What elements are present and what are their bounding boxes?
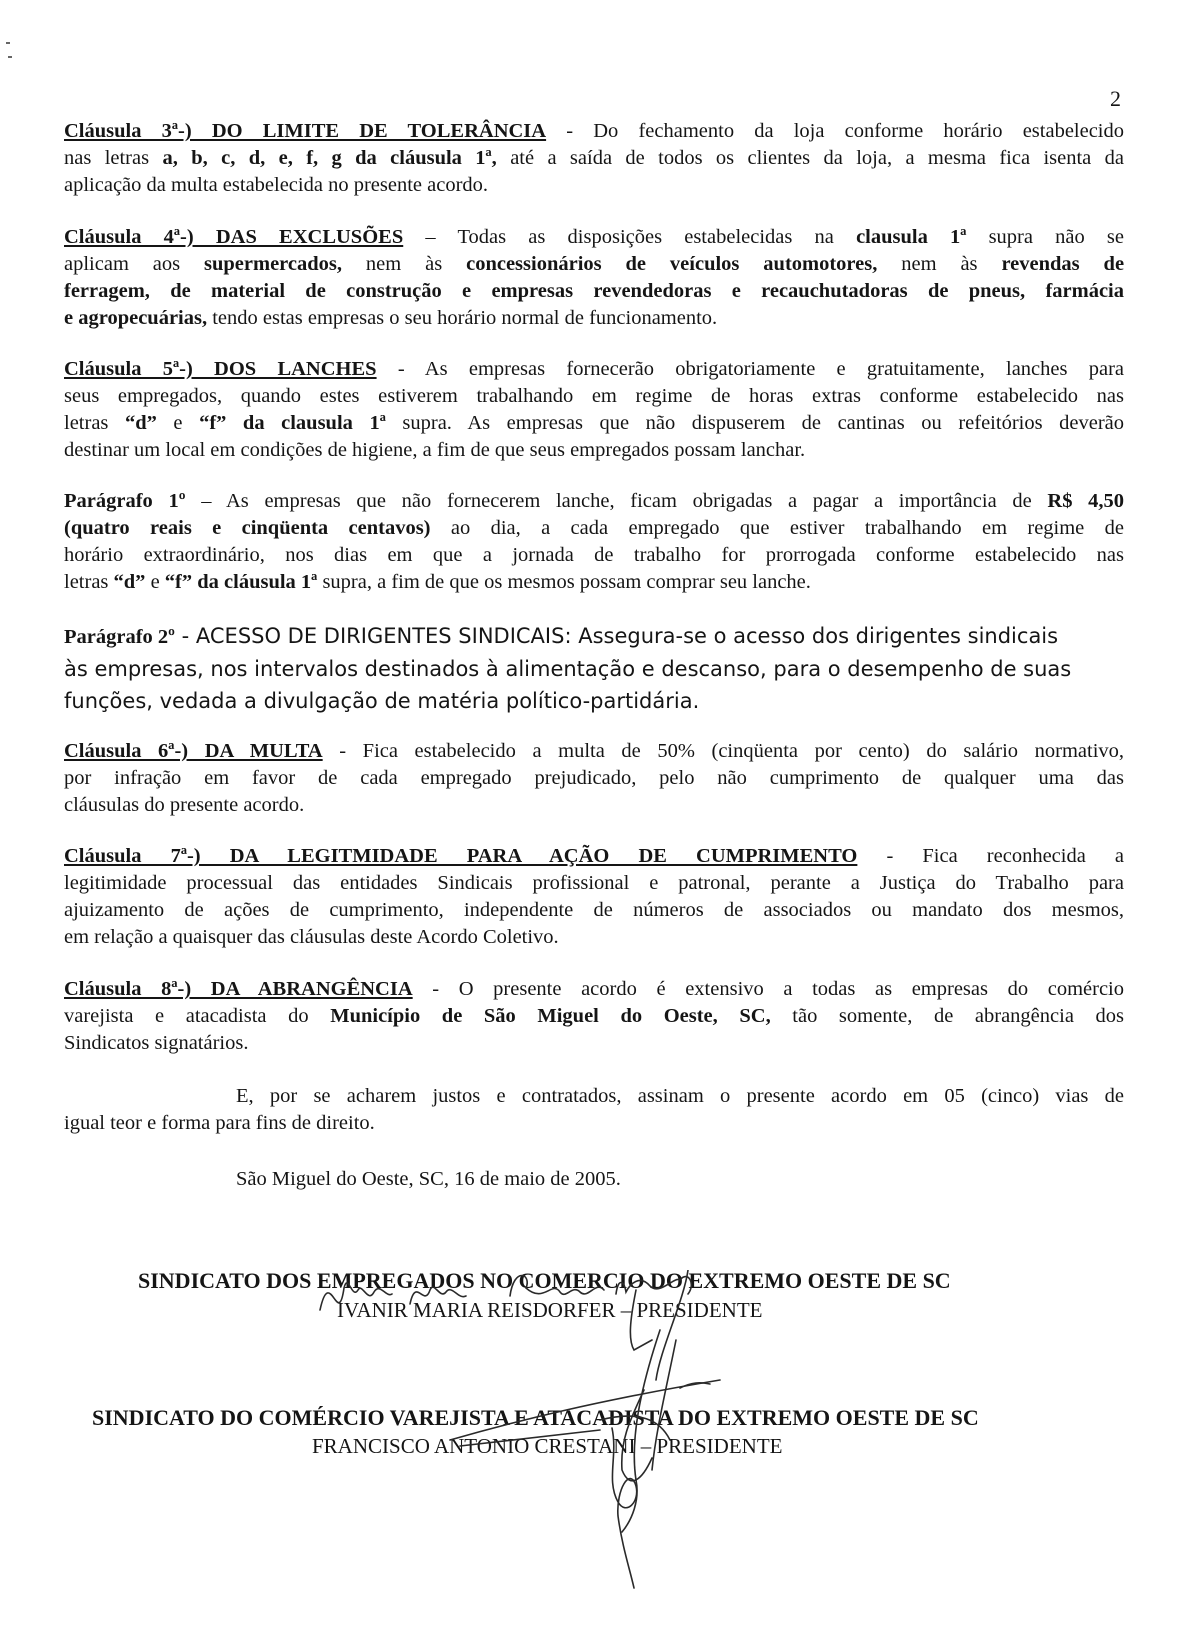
signature-stroke (460, 1430, 600, 1446)
paragraph-1-label: Parágrafo 1º (64, 490, 186, 512)
clause-7-heading: Cláusula 7ª-) DA LEGITMIDADE PARA AÇÃO DE CUMPRIMENTO (64, 845, 858, 867)
signature-stroke (680, 1383, 710, 1388)
clause-5 (64, 356, 1124, 464)
closing (64, 1083, 1124, 1137)
clause-3-heading: Cláusula 3ª-) DO LIMITE DE TOLERÂNCIA (64, 120, 547, 142)
clause-4-text: aplicam aos (64, 253, 181, 275)
closing-text: E, por se acharem justos e contratados, assinam o presente acordo em 05 (cinco) vias de (236, 1085, 1124, 1107)
clause-5-bold: “d” (124, 412, 157, 434)
clause-8-text: tão somente, de abrangência dos (792, 1005, 1124, 1027)
signature-stroke (410, 1287, 466, 1304)
clause-5-text: supra. As empresas que não dispuserem de cantinas ou refeitórios deverão (402, 412, 1124, 434)
closing-text: igual teor e forma para fins de direito. (64, 1112, 375, 1134)
clause-7-text: em relação a quaisquer das cláusulas deste Acordo Coletivo. (64, 926, 559, 948)
clause-4-bold-ref: clausula 1ª (856, 226, 967, 248)
clause-5-text: - As empresas fornecerão obrigatoriamente e gratuitamente, lanches para (397, 358, 1124, 380)
clause-4-text: nem às (901, 253, 978, 275)
clause-5-text: seus empregados, quando estes estiverem trabalhando em regime de horas extras conforme estabelecido nas (64, 385, 1124, 407)
place-date (64, 1166, 1124, 1193)
signatory-name-2: FRANCISCO ANTONIO CRESTANI – PRESIDENTE (312, 1434, 783, 1458)
clause-4-bold: concessionários de veículos automotores, (466, 253, 878, 275)
signature-stroke (630, 1290, 652, 1350)
clause-5-bold-ref: “f” da clausula 1ª (199, 412, 386, 434)
signature-stroke (652, 1340, 676, 1470)
paragraph-2-text: funções, vedada a divulgação de matéria político-partidária. (64, 689, 700, 713)
paragraph-2-text: - ACESSO DE DIRIGENTES SINDICAIS: Assegura-se o acesso dos dirigentes sindicais (181, 624, 1059, 648)
paragraph-1-text: e (150, 571, 160, 593)
clause-5-text: letras (64, 412, 109, 434)
clause-5-text: e (173, 412, 183, 434)
paragraph-2 (64, 620, 1124, 717)
paragraph-1-bold-ref: “f” da cláusula 1ª (164, 571, 318, 593)
paragraph-1-text: letras (64, 571, 109, 593)
signature-stroke (622, 1330, 660, 1532)
paragraph-2-text: às empresas, nos intervalos destinados à alimentação e descanso, para o desempenho de suas (64, 657, 1072, 681)
clause-3-text: aplicação da multa estabelecida no presente acordo. (64, 174, 489, 196)
signature-stroke (612, 1428, 637, 1588)
signatory-org-2: SINDICATO DO COMÉRCIO VAREJISTA E ATACADISTA DO EXTREMO OESTE DE SC (92, 1405, 979, 1430)
clause-7-text: ajuizamento de ações de cumprimento, independente de números de associados ou mandato dos mesmos, (64, 899, 1124, 921)
clause-7 (64, 843, 1124, 951)
clause-5-text: destinar um local em condições de higiene, a fim de que seus empregados possam lanchar. (64, 439, 806, 461)
signature-stroke (622, 1390, 652, 1481)
clause-6-text: - Fica estabelecido a multa de 50% (cinqüenta por cento) do salário normativo, (339, 740, 1125, 762)
clause-7-text: legitimidade processual das entidades Sindicais profissional e patronal, perante a Justiça do Trabalho para (64, 872, 1124, 894)
clause-4-text: supra não se (988, 226, 1124, 248)
signatory-name-1: IVANIR MARIA REISDORFER – PRESIDENTE (337, 1298, 763, 1322)
clause-8-text: Sindicatos signatários. (64, 1032, 249, 1054)
clause-4-bold: revendas de (1001, 253, 1125, 275)
clause-6-text: por infração em favor de cada empregado prejudicado, pelo não cumprimento de qualquer uma das (64, 767, 1124, 789)
clause-8-text: - O presente acordo é extensivo a todas as empresas do comércio (432, 978, 1124, 1000)
paragraph-1-text: supra, a fim de que os mesmos possam comprar seu lanche. (322, 571, 811, 593)
signature-stroke (656, 1270, 688, 1380)
clause-8-text: varejista e atacadista do (64, 1005, 309, 1027)
signature-stroke (616, 1277, 691, 1294)
clause-6-text: cláusulas do presente acordo. (64, 794, 305, 816)
clause-4-text: tendo estas empresas o seu horário normal de funcionamento. (212, 307, 718, 329)
paragraph-2-label: Parágrafo 2º (64, 626, 175, 648)
clause-5-heading: Cláusula 5ª-) DOS LANCHES (64, 358, 377, 380)
paragraph-1-text: horário extraordinário, nos dias em que a jornada de trabalho for prorrogada conforme estabelecido nas (64, 544, 1124, 566)
signature-stroke (320, 1283, 392, 1310)
clause-8-heading: Cláusula 8ª-) DA ABRANGÊNCIA (64, 978, 413, 1000)
page-number: 2 (1110, 86, 1121, 111)
signatory-org-1: SINDICATO DOS EMPREGADOS NO COMERCIO DO EXTREMO OESTE DE SC (138, 1268, 951, 1293)
paragraph-1-amount-words: (quatro reais e cinqüenta centavos) (64, 517, 431, 539)
handwritten-signatures (300, 1270, 760, 1630)
signature-stroke (510, 1276, 604, 1297)
place-date-text: São Miguel do Oeste, SC, 16 de maio de 2005. (236, 1168, 621, 1190)
clause-6 (64, 738, 1124, 819)
clause-3 (64, 118, 1124, 199)
clause-3-bold-ref: a, b, c, d, e, f, g da cláusula 1ª, (162, 147, 497, 169)
clause-3-text: até a saída de todos os clientes da loja, a mesma fica isenta da (510, 147, 1124, 169)
paragraph-1-text: – As empresas que não fornecerem lanche, ficam obrigadas a pagar a importância de (201, 490, 1032, 512)
clause-3-text: - Do fechamento da loja conforme horário estabelecido (566, 120, 1125, 142)
clause-4-bold: supermercados, (204, 253, 343, 275)
clause-4-bold: e agropecuárias, (64, 307, 208, 329)
clause-4-text: nem às (365, 253, 443, 275)
clause-6-heading: Cláusula 6ª-) DA MULTA (64, 740, 323, 762)
clause-3-text: nas letras (64, 147, 150, 169)
clause-7-text: - Fica reconhecida a (886, 845, 1125, 867)
paragraph-1-text: ao dia, a cada empregado que estiver trabalhando em regime de (450, 517, 1124, 539)
clause-8-bold: Município de São Miguel do Oeste, SC, (330, 1005, 771, 1027)
paragraph-1-amount: R$ 4,50 (1047, 490, 1125, 512)
clause-4-bold: ferragem, de material de construção e empresas revendedoras e recauchutadoras de pneus, farmácia (64, 280, 1124, 302)
clause-4-text: – Todas as disposições estabelecidas na (425, 226, 834, 248)
clause-4 (64, 224, 1124, 332)
paragraph-1-bold: “d” (113, 571, 146, 593)
clause-4-heading: Cláusula 4ª-) DAS EXCLUSÕES (64, 226, 404, 248)
paragraph-1 (64, 488, 1124, 596)
clause-8 (64, 976, 1124, 1057)
